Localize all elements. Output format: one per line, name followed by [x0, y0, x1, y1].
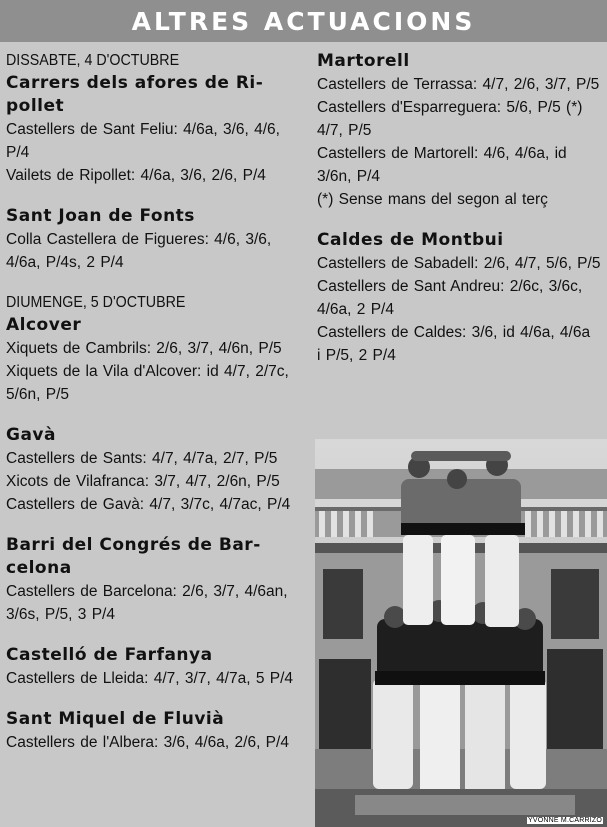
performance-line: Castellers de Gavà: 4/7, 3/7c, 4/7ac, P/4	[6, 496, 291, 513]
venue-heading: Alcover	[6, 315, 82, 335]
venue-heading: Carrers dels afores de Ri-	[6, 73, 264, 93]
performance-line: i P/5, 2 P/4	[317, 347, 396, 364]
performance-line: P/4	[6, 144, 30, 161]
castell-photo	[315, 439, 607, 827]
performance-line: 4/6a, P/4s, 2 P/4	[6, 254, 124, 271]
performance-line: 3/6n, P/4	[317, 168, 381, 185]
venue-heading: Gavà	[6, 425, 56, 445]
venue-heading: Sant Joan de Fonts	[6, 206, 195, 226]
performance-line: Castellers de Sant Feliu: 4/6a, 3/6, 4/6,	[6, 121, 280, 138]
venue-heading: Martorell	[317, 51, 410, 71]
performance-line: Castellers de Lleida: 4/7, 3/7, 4/7a, 5 P/4	[6, 670, 294, 687]
performance-line: Castellers de Terrassa: 4/7, 2/6, 3/7, P/5	[317, 76, 600, 93]
left-column	[6, 50, 306, 754]
venue-heading: pollet	[6, 96, 65, 116]
performance-line: Colla Castellera de Figueres: 4/6, 3/6,	[6, 231, 272, 248]
performance-line: Castellers de l'Albera: 3/6, 4/6a, 2/6, P/4	[6, 734, 289, 751]
venue-heading: celona	[6, 558, 72, 578]
performance-line: Castellers de Sant Andreu: 2/6c, 3/6c,	[317, 278, 583, 295]
performance-line: Castellers de Sants: 4/7, 4/7a, 2/7, P/5	[6, 450, 278, 467]
performance-line: Castellers de Sabadell: 2/6, 4/7, 5/6, P/5	[317, 255, 601, 272]
venue-heading: Sant Miquel de Fluvià	[6, 709, 225, 729]
page-title: ALTRES ACTUACIONS	[131, 6, 476, 36]
performance-line: 4/6a, 2 P/4	[317, 301, 394, 318]
performance-line: Xiquets de Cambrils: 2/6, 3/7, 4/6n, P/5	[6, 340, 282, 357]
performance-line: Castellers de Martorell: 4/6, 4/6a, id	[317, 145, 567, 162]
photo-credit: YVONNE M.CARRIZO	[528, 817, 602, 824]
performance-line: 5/6n, P/5	[6, 386, 70, 403]
right-column	[317, 50, 607, 367]
section-banner	[0, 0, 607, 42]
performance-line: Castellers de Caldes: 3/6, id 4/6a, 4/6a	[317, 324, 591, 341]
performance-line: 3/6s, P/5, 3 P/4	[6, 606, 115, 623]
performance-line: Castellers d'Esparreguera: 5/6, P/5 (*)	[317, 99, 583, 116]
performance-line: Castellers de Barcelona: 2/6, 3/7, 4/6an,	[6, 583, 288, 600]
venue-heading: Castelló de Farfanya	[6, 645, 213, 665]
castell-photo-illustration	[315, 439, 607, 827]
performance-line: Xicots de Vilafranca: 3/7, 4/7, 2/6n, P/5	[6, 473, 280, 490]
performance-line: 4/7, P/5	[317, 122, 372, 139]
venue-heading: Barri del Congrés de Bar-	[6, 535, 261, 555]
day-heading: DIUMENGE, 5 D'OCTUBRE	[6, 294, 186, 311]
footnote: (*) Sense mans del segon al terç	[317, 191, 548, 208]
performance-line: Xiquets de la Vila d'Alcover: id 4/7, 2/7c,	[6, 363, 289, 380]
performance-line: Vailets de Ripollet: 4/6a, 3/6, 2/6, P/4	[6, 167, 266, 184]
day-heading: DISSABTE, 4 D'OCTUBRE	[6, 52, 180, 69]
venue-heading: Caldes de Montbui	[317, 230, 504, 250]
